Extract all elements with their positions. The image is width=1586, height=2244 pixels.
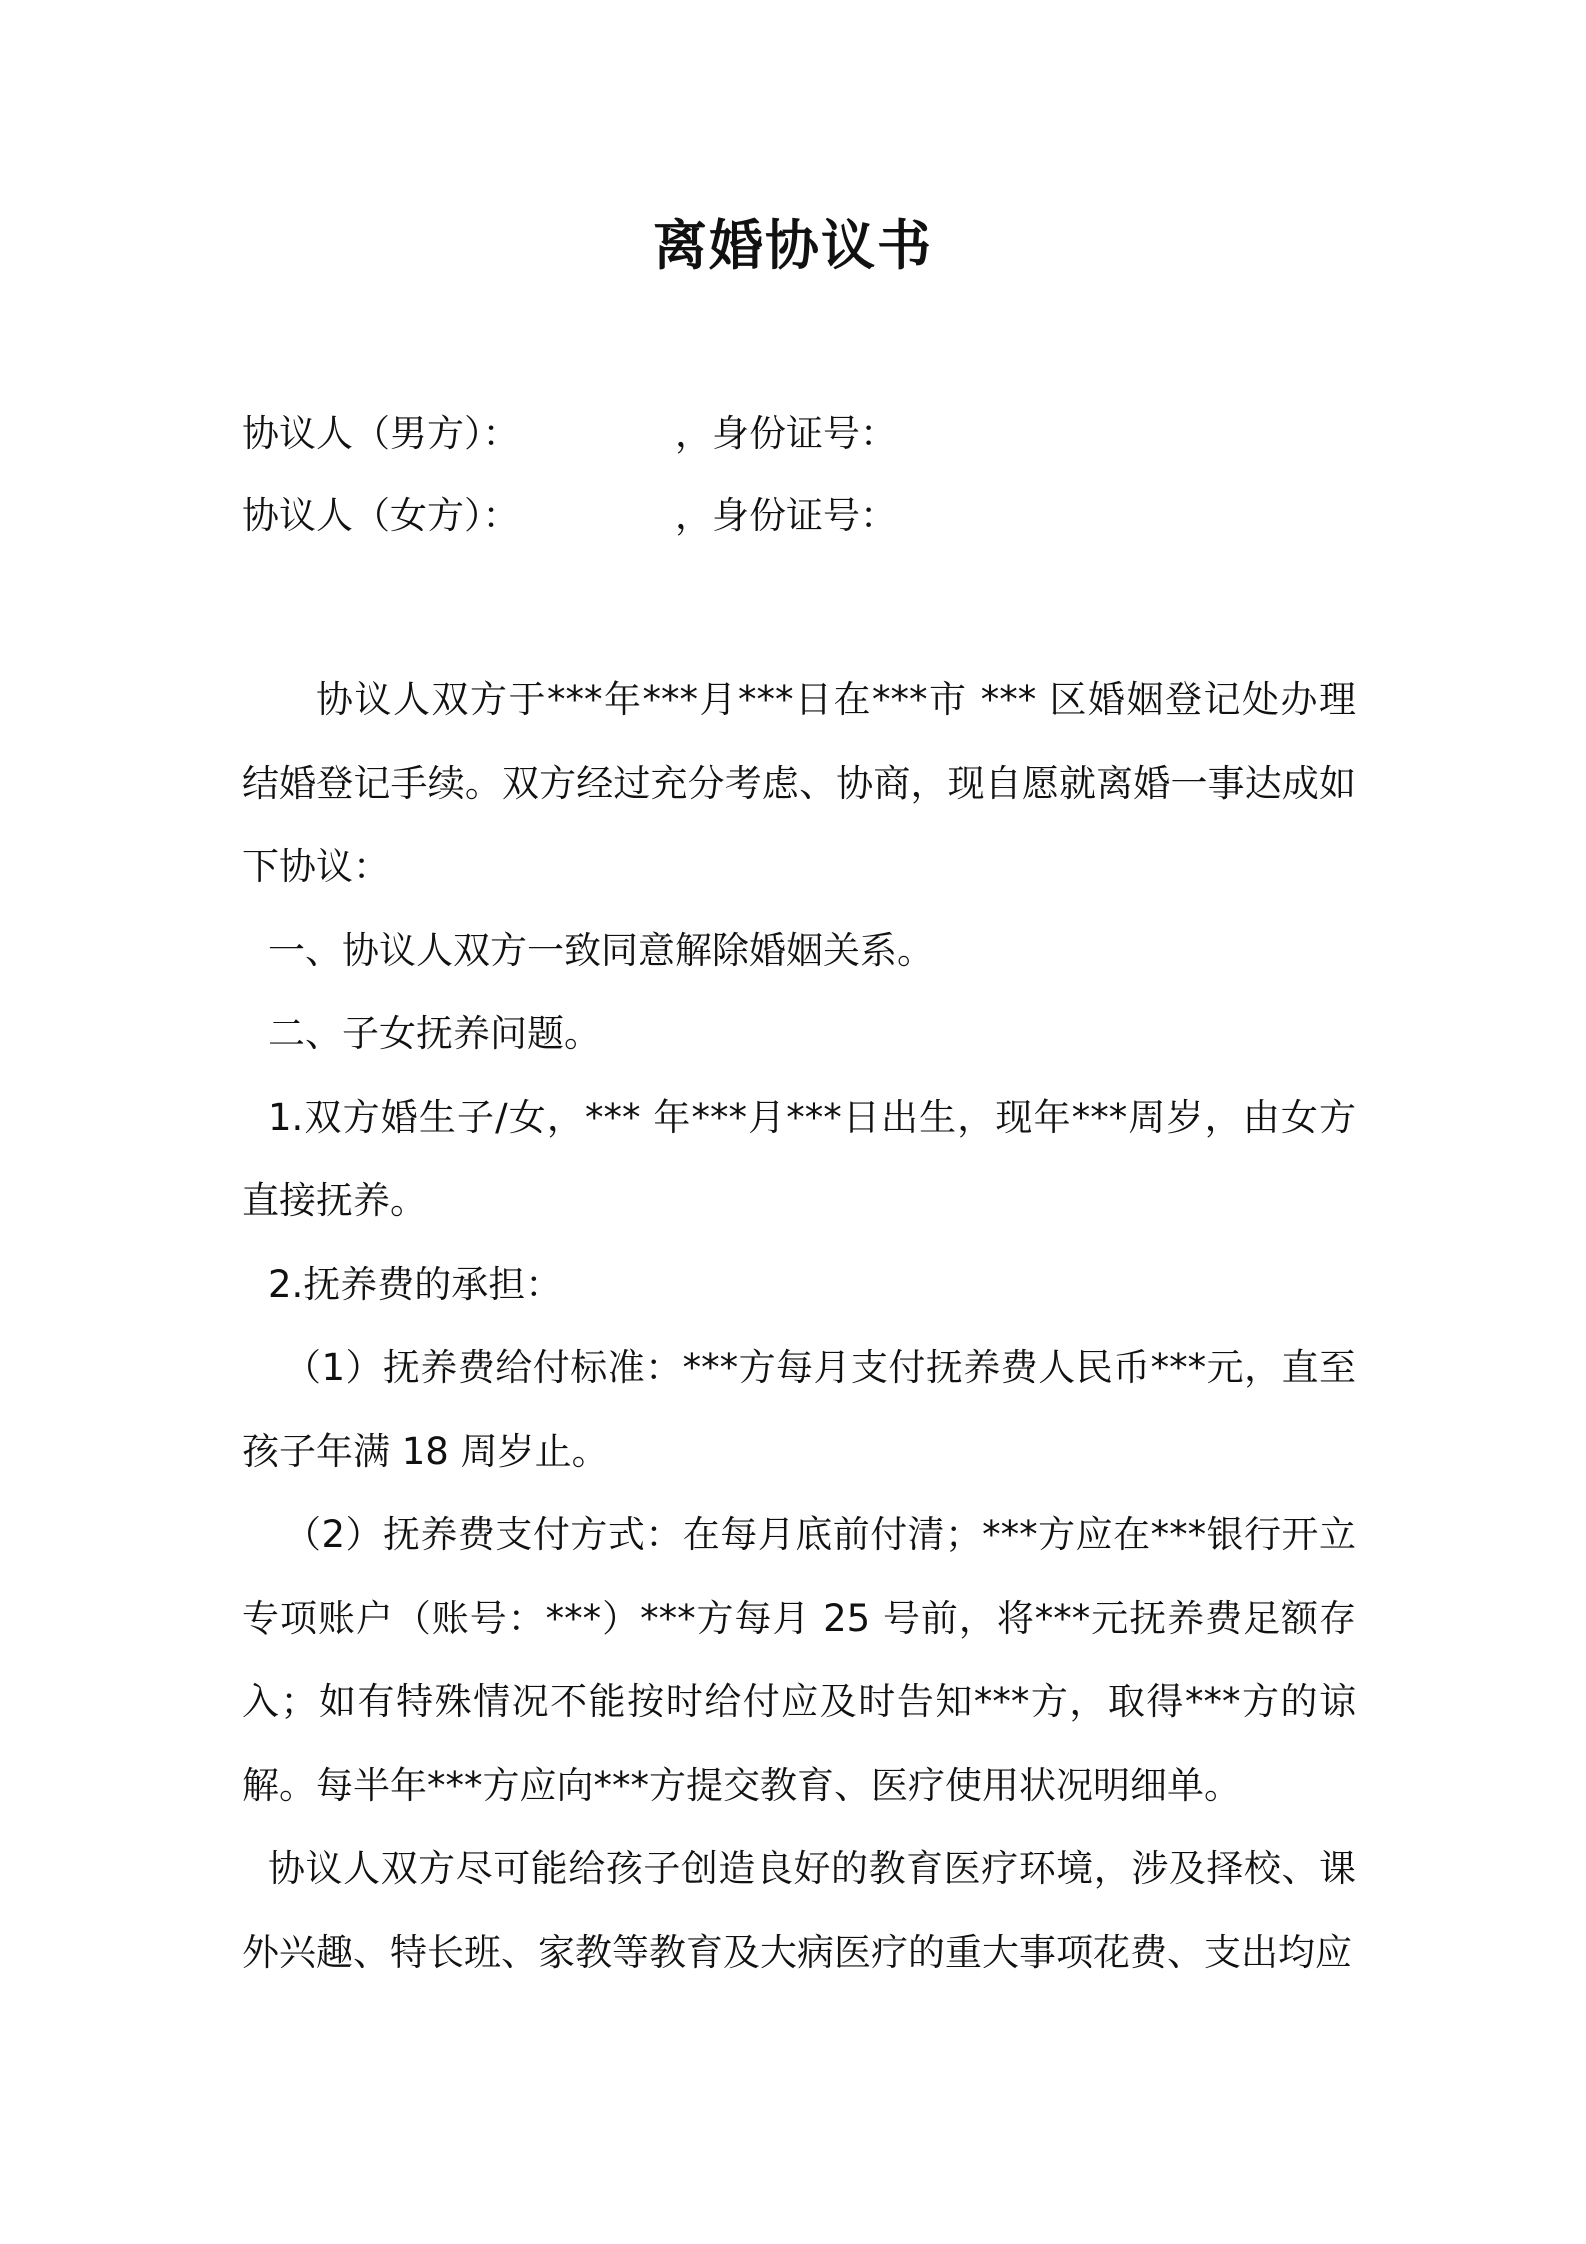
party-line-female xyxy=(242,490,1362,542)
party-label-male: 协议人（男方）： xyxy=(242,412,520,455)
paragraph-intro: 协议人双方于***年***月***日在***市 *** 区婚姻登记处办理结婚登记手续。双方经过充分考虑、协商，现自愿就离婚一事达成如下协议： xyxy=(242,678,1356,888)
paragraph-subitem-1: （1）抚养费给付标准：***方每月支付抚养费人民币***元，直至孩子年满 18 周岁止。 xyxy=(242,1346,1356,1473)
paragraph-item-2: 2.抚养费的承担： xyxy=(268,1262,563,1306)
party-line-male xyxy=(242,408,1362,460)
paragraph-subitem-2: （2）抚养费支付方式：在每月底前付清；***方应在***银行开立专项账户（账号：***）***方每月 25 号前，将***元抚养费足额存入；如有特殊情况不能按时给付应及时告知***方，取得***方的谅解。每半年***方应向***方提交教育、医疗使用状况明细单。 xyxy=(242,1513,1356,1807)
agreement-body xyxy=(242,658,1356,1994)
paragraph-item-1: 1.双方婚生子/女，*** 年***月***日出生，现年***周岁，由女方直接抚养。 xyxy=(242,1095,1356,1222)
paragraph-clause-2: 二、子女抚养问题。 xyxy=(268,1012,601,1055)
id-number-label-male: ，身份证号： xyxy=(675,412,897,455)
document-title: 离婚协议书 xyxy=(653,214,933,277)
paragraph-clause-1: 一、协议人双方一致同意解除婚姻关系。 xyxy=(268,928,934,972)
paragraph-education: 协议人双方尽可能给孩子创造良好的教育医疗环境，涉及择校、课外兴趣、特长班、家教等教育及大病医疗的重大事项花费、支出均应 xyxy=(242,1847,1356,1974)
id-number-label-female: ，身份证号： xyxy=(675,494,897,537)
party-label-female: 协议人（女方）： xyxy=(242,494,520,537)
